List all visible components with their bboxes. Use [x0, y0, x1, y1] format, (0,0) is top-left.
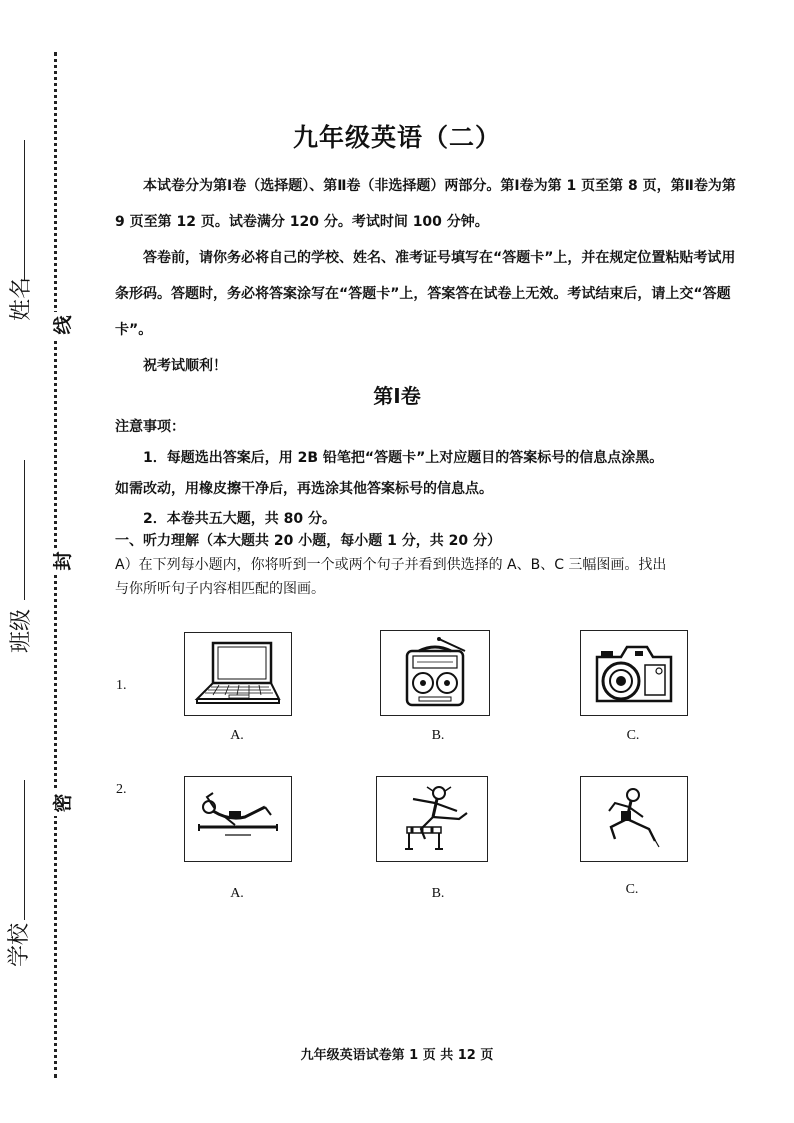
note-1-line-2: 如需改动，用橡皮擦干净后，再选涂其他答案标号的信息点。	[115, 481, 493, 497]
high-jump-icon	[185, 777, 291, 861]
camera-icon	[581, 631, 687, 715]
option-picture[interactable]	[376, 776, 488, 862]
question-number: 2.	[116, 782, 127, 797]
note-2: 2．本卷共五大题，共 80 分。	[143, 511, 336, 527]
intro-paragraph-2	[115, 240, 739, 348]
question-number: 1.	[116, 678, 127, 693]
option-label: C.	[625, 882, 639, 897]
long-jump-icon	[581, 777, 687, 861]
section-heading: 第Ⅰ卷	[373, 384, 421, 408]
seal-line-char: 线	[50, 312, 76, 338]
option-picture[interactable]	[580, 776, 688, 862]
name-field-line	[24, 140, 25, 280]
seal-close-char: 密	[50, 790, 76, 816]
option-picture[interactable]	[184, 632, 292, 716]
name-label: 姓名	[9, 277, 34, 322]
school-field-line	[24, 780, 25, 920]
seal-seal-char: 封	[50, 548, 76, 574]
part-title: 一、听力理解（本大题共 20 小题，每小题 1 分，共 20 分）	[115, 533, 501, 549]
class-field-line	[24, 460, 25, 600]
part-a-instruction-1: A）在下列每小题内，你将听到一个或两个句子并看到供选择的 A、B、C 三幅图画。找出	[115, 557, 667, 573]
note-1-line-1: 1．每题选出答案后，用 2B 铅笔把“答题卡”上对应题目的答案标号的信息点涂黑。	[143, 450, 664, 466]
page-footer: 九年级英语试卷第 1 页 共 12 页	[300, 1048, 494, 1063]
class-label: 班级	[9, 609, 34, 654]
option-picture[interactable]	[580, 630, 688, 716]
laptop-icon	[185, 633, 291, 715]
school-label: 学校	[7, 923, 32, 968]
part-a-instruction-2: 与你所听句子内容相匹配的图画。	[115, 581, 325, 597]
intro-paragraph-1	[115, 168, 739, 240]
option-label: A.	[230, 886, 244, 901]
option-label: B.	[431, 728, 445, 743]
option-picture[interactable]	[380, 630, 490, 716]
option-label: C.	[626, 728, 640, 743]
page-title: 九年级英语（二）	[292, 123, 501, 152]
radio-icon	[381, 631, 489, 715]
good-luck-text: 祝考试顺利！	[143, 358, 227, 374]
option-label: B.	[431, 886, 445, 901]
intro-paragraph-3	[115, 348, 739, 384]
intro-paragraph-1-text: 本试卷分为第Ⅰ卷（选择题）、第Ⅱ卷（非选择题）两部分。第Ⅰ卷为第 1 页至第 8 页，第Ⅱ卷为第 9 页至第 12 页。试卷满分 120 分。考试时间 100 分钟。	[115, 178, 736, 230]
notice-title: 注意事项：	[115, 419, 185, 435]
intro-paragraph-2-text: 答卷前，请你务必将自己的学校、姓名、准考证号填写在“答题卡”上，并在规定位置粘贴考试用条形码。答题时，务必将答案涂写在“答题卡”上，答案答在试卷上无效。考试结束后，请上交“答题卡”。	[115, 250, 736, 338]
option-picture[interactable]	[184, 776, 292, 862]
hurdles-icon	[377, 777, 487, 861]
option-label: A.	[230, 728, 244, 743]
